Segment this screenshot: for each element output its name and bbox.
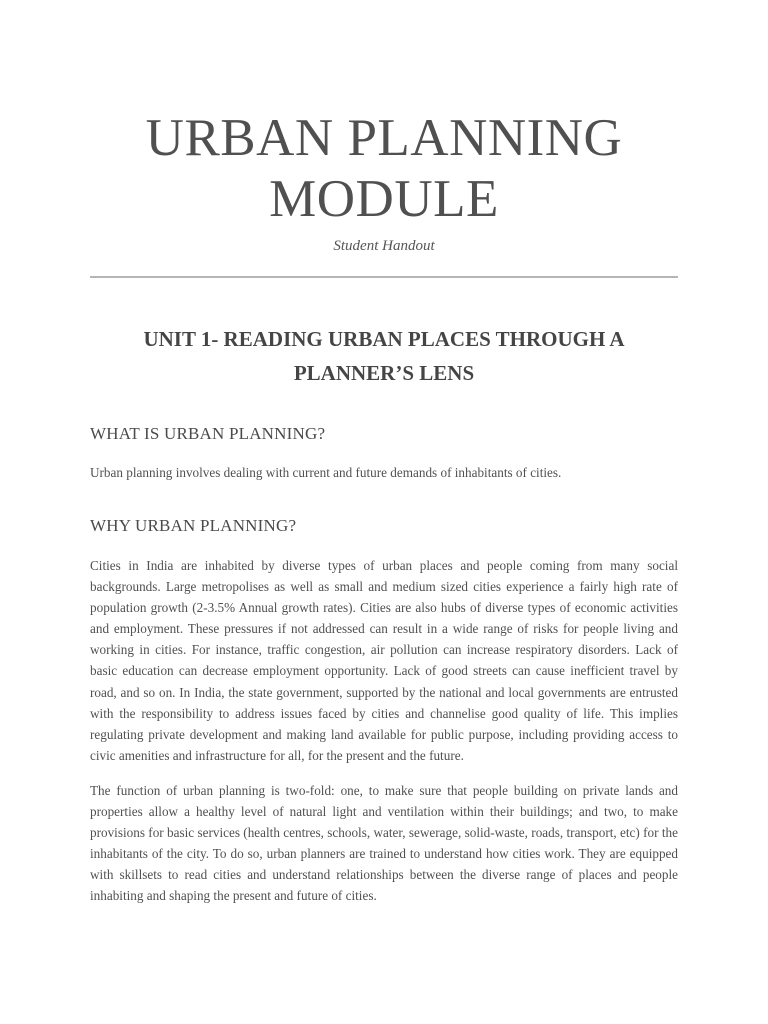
section-why-paragraph-1: Cities in India are inhabited by diverse types of urban places and people coming from many social backgrounds. Large metropolises as well as small and medium sized cities experience a fairly high rate of population growth (2-3.5% Annual growth rates). Cities are also hubs of diverse types of economic activities and employment. These pressures if not addressed can result in a wide range of risks for people living and working in cities. For instance, traffic congestion, air pollution can increase respiratory disorders. Lack of basic education can decrease employment opportunity. Lack of good streets can cause inefficient travel by road, and so on. In India, the state government, supported by the national and local governments are entrusted with the responsibility to address issues faced by cities and channelise good quality of life. This implies regulating private development and making land available for public purpose, including providing access to civic amenities and infrastructure for all, for the present and the future. (90, 558, 678, 763)
section-what-paragraph: Urban planning involves dealing with current and future demands of inhabitants of cities. (90, 465, 562, 480)
section-why-paragraph-2: The function of urban planning is two-fold: one, to make sure that people building on private lands and properties allow a healthy level of natural light and ventilation within their buildings; and two, to make provisions for basic services (health centres, schools, water, sewerage, solid-waste, roads, transport, etc) for the inhabitants of the city. To do so, urban planners are trained to understand how cities work. They are equipped with skillsets to read cities and understand relationships between the diverse range of places and people inhabiting and shaping the present and future of cities. (90, 783, 678, 904)
title-divider (90, 276, 678, 278)
document-title (90, 108, 678, 230)
unit-title-line-1: UNIT 1- READING URBAN PLACES THROUGH A (143, 327, 625, 351)
section-heading-what: WHAT IS URBAN PLANNING? (90, 424, 326, 443)
unit-title-line-2: PLANNER’S LENS (293, 361, 475, 385)
section-heading-why: WHY URBAN PLANNING? (90, 516, 297, 535)
title-line-2: MODULE (269, 170, 499, 228)
title-line-1: URBAN PLANNING (145, 109, 623, 167)
unit-title (90, 322, 678, 390)
document-subtitle: Student Handout (333, 238, 435, 254)
